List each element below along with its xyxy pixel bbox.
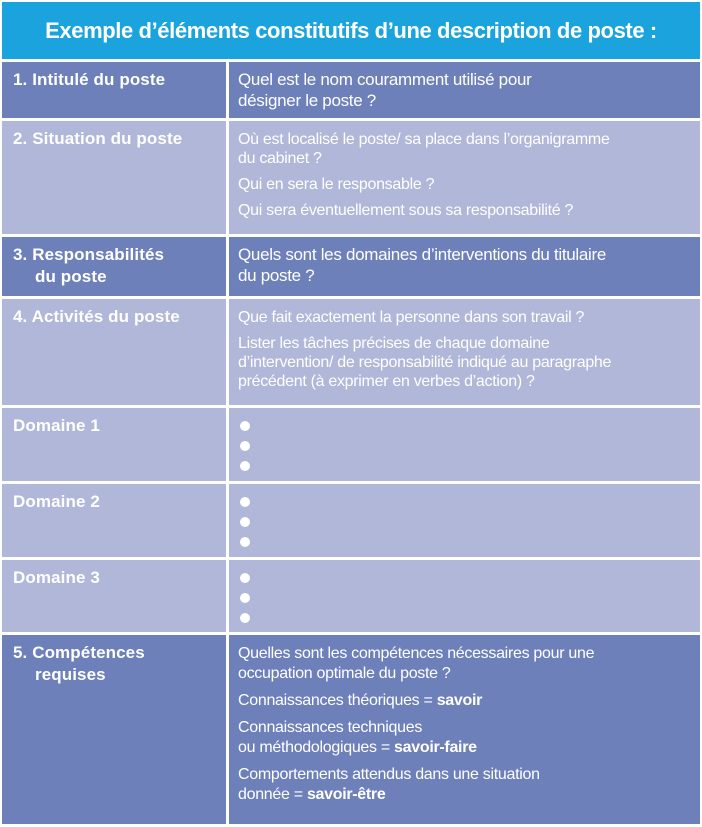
bullet-icon <box>240 441 250 451</box>
list-item <box>238 532 694 552</box>
content-paragraph <box>238 130 694 168</box>
bullet-icon <box>240 573 250 583</box>
bullet-icon <box>240 421 250 431</box>
bullet-icon <box>240 593 250 603</box>
list-item <box>238 588 694 608</box>
row-situation <box>2 121 700 234</box>
content-line: Où est localisé le poste/ sa place dans l’organigramme <box>238 131 610 148</box>
bullet-icon <box>240 537 250 547</box>
bullet-list <box>238 416 694 476</box>
content-line: Connaissances techniques <box>238 719 423 736</box>
list-item <box>238 416 694 436</box>
page-title: Exemple d’éléments constitutifs d’une description de poste : <box>2 2 700 59</box>
bullet-icon <box>240 497 250 507</box>
row-content <box>229 299 700 405</box>
keyword-savoir-etre: savoir-être <box>306 786 386 803</box>
keyword-savoir: savoir <box>436 692 483 709</box>
row-label-text: 2. Situation du poste <box>13 129 183 148</box>
row-label-text: requises <box>35 665 106 684</box>
row-label <box>2 408 226 481</box>
row-label-text: Domaine 1 <box>13 416 100 435</box>
row-content <box>229 560 700 632</box>
content-paragraph: Que fait exactement la personne dans son travail ? <box>238 309 585 326</box>
row-domaine-2 <box>2 484 700 557</box>
list-item <box>238 608 694 628</box>
row-competences <box>2 635 700 824</box>
list-item <box>238 456 694 476</box>
list-item <box>238 492 694 512</box>
row-label <box>2 62 226 118</box>
list-item <box>238 436 694 456</box>
row-label-text: du poste <box>35 267 107 286</box>
content-line: Quels sont les domaines d’interventions du titulaire <box>238 245 607 264</box>
content-paragraph <box>238 644 694 684</box>
content-paragraph: Qui sera éventuellement sous sa responsabilité ? <box>238 202 574 219</box>
row-domaine-1 <box>2 408 700 481</box>
row-label-text: 1. Intitulé du poste <box>13 70 166 89</box>
row-label-text: 5. Compétences <box>13 643 145 662</box>
content-line: donnée = <box>238 786 307 803</box>
row-content <box>229 121 700 234</box>
content-line: Connaissances théoriques = <box>238 692 437 709</box>
bullet-icon <box>240 517 250 527</box>
row-label <box>2 237 226 296</box>
bullet-icon <box>240 461 250 471</box>
content-line: occupation optimale du poste ? <box>238 665 451 682</box>
keyword-savoir-faire: savoir-faire <box>394 739 477 756</box>
row-responsabilites <box>2 237 700 296</box>
content-line: du cabinet ? <box>238 150 322 167</box>
content-line: du poste ? <box>238 266 315 285</box>
row-label-text: 3. Responsabilités <box>13 245 165 264</box>
row-domaine-3 <box>2 560 700 632</box>
bullet-icon <box>240 613 250 623</box>
content-line: Comportements attendus dans une situation <box>238 766 540 783</box>
content-paragraph <box>238 691 694 711</box>
row-label <box>2 121 226 234</box>
content-line: Quel est le nom couramment utilisé pour <box>238 70 532 89</box>
list-item <box>238 512 694 532</box>
content-line: précédent (à exprimer en verbes d’action) ? <box>238 373 535 390</box>
row-activites <box>2 299 700 405</box>
content-line: Quelles sont les compétences nécessaires pour une <box>238 645 595 662</box>
row-content <box>229 237 700 296</box>
row-content <box>229 408 700 481</box>
content-line: d’intervention/ de responsabilité indiqué au paragraphe <box>238 354 612 371</box>
row-content <box>229 635 700 824</box>
row-intitule <box>2 62 700 118</box>
row-label-text: 4. Activités du poste <box>13 307 180 326</box>
row-label <box>2 299 226 405</box>
row-label <box>2 560 226 632</box>
list-item <box>238 568 694 588</box>
content-paragraph <box>238 334 694 391</box>
content-paragraph: Qui en sera le responsable ? <box>238 176 435 193</box>
row-content <box>229 62 700 118</box>
row-label <box>2 635 226 824</box>
row-content <box>229 484 700 557</box>
row-label-text: Domaine 3 <box>13 568 100 587</box>
content-paragraph <box>238 765 694 805</box>
content-paragraph <box>238 718 694 758</box>
row-label <box>2 484 226 557</box>
content-line: désigner le poste ? <box>238 91 376 110</box>
bullet-list <box>238 492 694 552</box>
row-label-text: Domaine 2 <box>13 492 100 511</box>
bullet-list <box>238 568 694 628</box>
content-line: Lister les tâches précises de chaque domaine <box>238 335 550 352</box>
content-line: ou méthodologiques = <box>238 739 395 756</box>
